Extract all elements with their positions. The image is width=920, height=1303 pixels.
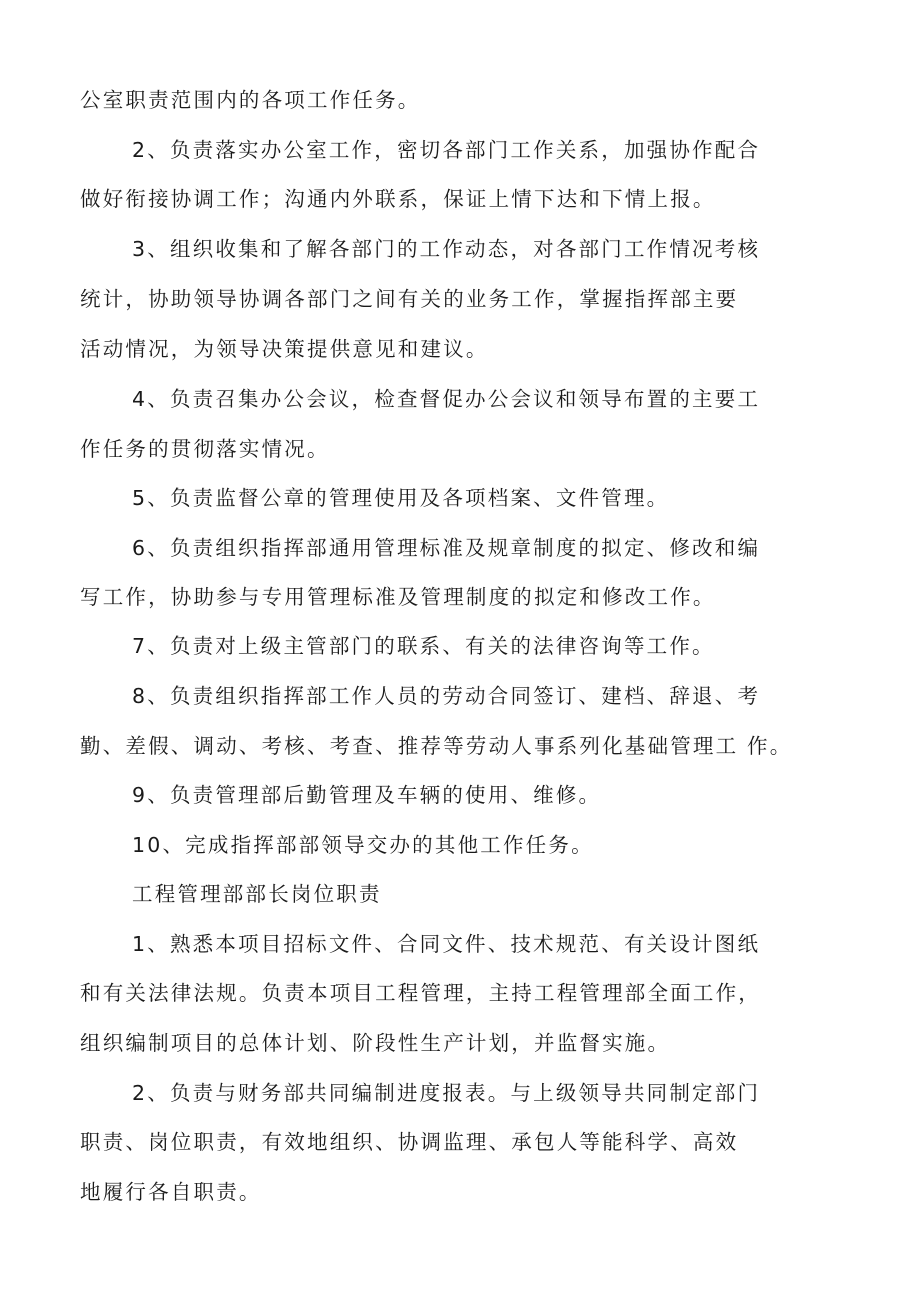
- paragraph-line: 做好衔接协调工作；沟通内外联系，保证上情下达和下情上报。: [80, 187, 716, 211]
- paragraph-line: 和有关法律法规。负责本项目工程管理，主持工程管理部全面工作，: [80, 981, 761, 1005]
- paragraph-line: 职责、岗位职责，有效地组织、协调监理、承包人等能科学、高效: [80, 1130, 739, 1154]
- paragraph-line: 作任务的贯彻落实情况。: [80, 437, 330, 461]
- paragraph-line: 9、负责管理部后勤管理及车辆的使用、维修。: [132, 783, 602, 807]
- paragraph-line: 写工作，协助参与专用管理标准及管理制度的拟定和修改工作。: [80, 585, 716, 609]
- paragraph-line: 地履行各自职责。: [80, 1180, 262, 1204]
- paragraph-line: 5、负责监督公章的管理使用及各项档案、文件管理。: [132, 486, 670, 510]
- paragraph-line: 公室职责范围内的各项工作任务。: [80, 88, 421, 112]
- paragraph-line: 8、负责组织指挥部工作人员的劳动合同签订、建档、辞退、考: [132, 684, 761, 708]
- paragraph-line: 6、负责组织指挥部通用管理标准及规章制度的拟定、修改和编: [132, 536, 761, 560]
- paragraph-line: 组织编制项目的总体计划、阶段性生产计划，并监督实施。: [80, 1031, 671, 1055]
- paragraph-line: 统计，协助领导协调各部门之间有关的业务工作，掌握指挥部主要: [80, 287, 739, 311]
- paragraph-line: 7、负责对上级主管部门的联系、有关的法律咨询等工作。: [132, 634, 715, 658]
- section-heading: 工程管理部部长岗位职责: [132, 882, 382, 906]
- paragraph-line: 3、组织收集和了解各部门的工作动态，对各部门工作情况考核: [132, 237, 761, 261]
- paragraph-line: 2、负责落实办公室工作，密切各部门工作关系，加强协作配合: [132, 138, 761, 162]
- paragraph-line: 4、负责召集办公会议，检查督促办公会议和领导布置的主要工: [132, 387, 761, 411]
- paragraph-line: 勤、差假、调动、考核、考查、推荐等劳动人事系列化基础管理工 作。: [80, 734, 793, 758]
- paragraph-line: 活动情况，为领导决策提供意见和建议。: [80, 337, 489, 361]
- paragraph-line: 1、熟悉本项目招标文件、合同文件、技术规范、有关设计图纸: [132, 932, 761, 956]
- paragraph-line: 2、负责与财务部共同编制进度报表。与上级领导共同制定部门: [132, 1081, 761, 1105]
- paragraph-line: 10、完成指挥部部领导交办的其他工作任务。: [132, 833, 594, 857]
